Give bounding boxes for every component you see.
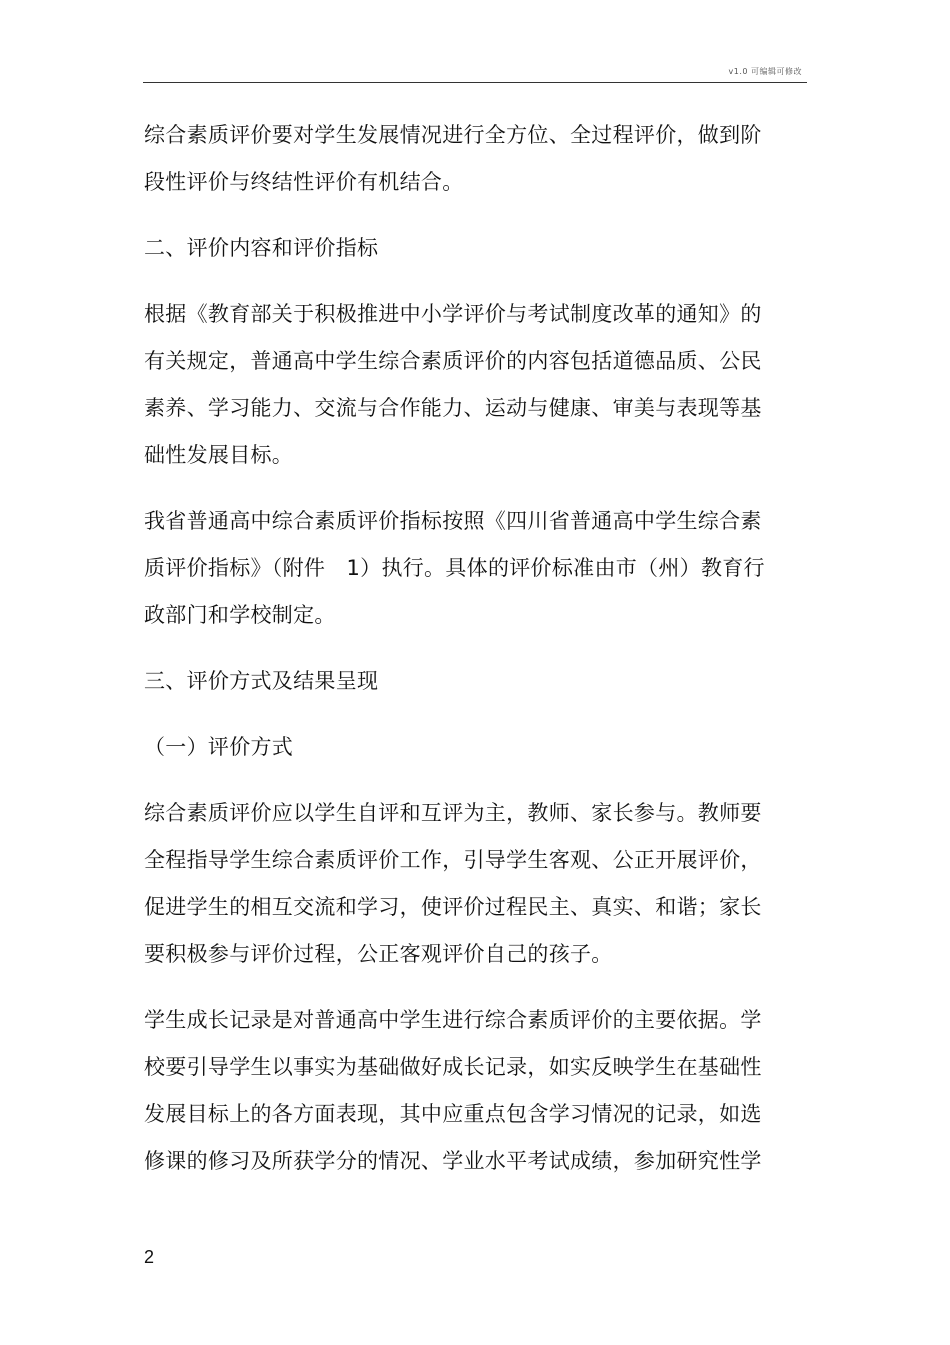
- text-line: 二、评价内容和评价指标: [144, 236, 379, 260]
- text-line: 全程指导学生综合素质评价工作，引导学生客观、公正开展评价，: [144, 848, 762, 872]
- text-line: 质评价指标》（附件 1）执行。具体的评价标准由市（州）教育行: [144, 556, 765, 580]
- text-line: 三、评价方式及结果呈现: [144, 669, 379, 693]
- text-line: 要积极参与评价过程，公正客观评价自己的孩子。: [144, 942, 613, 966]
- header-divider: [143, 82, 807, 83]
- text-line: 校要引导学生以事实为基础做好成长记录，如实反映学生在基础性: [144, 1055, 762, 1079]
- header-version-note: v1.0 可编辑可修改: [728, 67, 802, 76]
- text-line: 段性评价与终结性评价有机结合。: [144, 170, 464, 194]
- text-line: 我省普通高中综合素质评价指标按照《四川省普通高中学生综合素: [144, 509, 762, 533]
- text-line: 政部门和学校制定。: [144, 603, 336, 627]
- text-line: 综合素质评价应以学生自评和互评为主，教师、家长参与。教师要: [144, 801, 762, 825]
- text-line: 修课的修习及所获学分的情况、学业水平考试成绩，参加研究性学: [144, 1149, 762, 1173]
- text-line: 有关规定，普通高中学生综合素质评价的内容包括道德品质、公民: [144, 349, 762, 373]
- text-line: 学生成长记录是对普通高中学生进行综合素质评价的主要依据。学: [144, 1008, 762, 1032]
- paragraph: [144, 997, 764, 1185]
- text-line: 根据《教育部关于积极推进中小学评价与考试制度改革的通知》的: [144, 302, 762, 326]
- text-line: 素养、学习能力、交流与合作能力、运动与健康、审美与表现等基: [144, 396, 762, 420]
- paragraph: [144, 291, 764, 479]
- text-line: 础性发展目标。: [144, 443, 294, 467]
- paragraph: [144, 498, 764, 639]
- paragraph: [144, 225, 764, 272]
- paragraph: [144, 724, 764, 771]
- text-line: 发展目标上的各方面表现，其中应重点包含学习情况的记录，如选: [144, 1102, 762, 1126]
- text-line: 综合素质评价要对学生发展情况进行全方位、全过程评价，做到阶: [144, 123, 762, 147]
- document-body: [144, 112, 764, 1204]
- text-line: （一）评价方式: [144, 735, 294, 759]
- paragraph: [144, 790, 764, 978]
- page-number: 2: [144, 1247, 155, 1267]
- paragraph: [144, 658, 764, 705]
- paragraph: [144, 112, 764, 206]
- text-line: 促进学生的相互交流和学习，使评价过程民主、真实、和谐；家长: [144, 895, 762, 919]
